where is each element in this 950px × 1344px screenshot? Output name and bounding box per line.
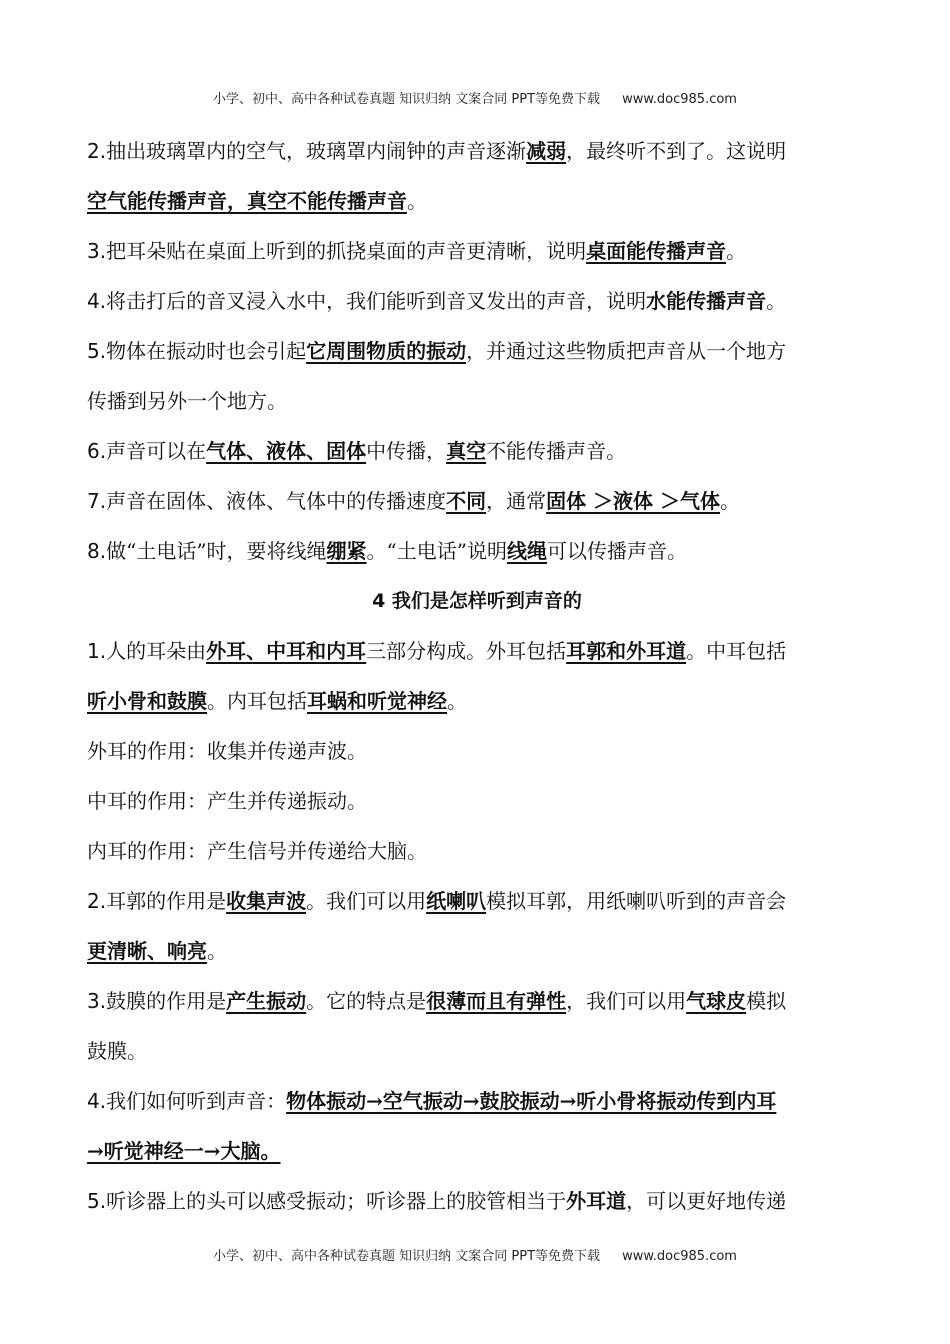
key-term: 外耳、中耳和内耳 bbox=[206, 639, 367, 663]
footer-text: 小学、初中、高中各种试卷真题 知识归纳 文案合同 PPT等免费下载 bbox=[213, 1249, 601, 1264]
text-line: 7.声音在固体、液体、气体中的传播速度不同，通常固体 ＞液体 ＞气体。 bbox=[87, 489, 741, 513]
text-line: 4.将击打后的音叉浸入水中，我们能听到音叉发出的声音，说明水能传播声音。 bbox=[87, 289, 787, 313]
text-line: 6.声音可以在气体、液体、固体中传播，真空不能传播声音。 bbox=[87, 439, 627, 463]
key-term: 物体振动→空气振动→鼓胶振动→听小骨将振动传到内耳 bbox=[286, 1089, 777, 1113]
section-heading: 4 我们是怎样听到声音的 bbox=[372, 590, 582, 612]
key-term: 它周围物质的振动 bbox=[306, 339, 467, 363]
text-line: 2.耳郭的作用是收集声波。我们可以用纸喇叭模拟耳郭，用纸喇叭听到的声音会 bbox=[87, 889, 787, 913]
key-term: 产生振动 bbox=[226, 989, 307, 1013]
text-line: 鼓膜。 bbox=[87, 1039, 147, 1063]
key-term: 线绳 bbox=[507, 539, 547, 563]
key-term: 空气能传播声音，真空不能传播声音 bbox=[87, 189, 407, 213]
key-term: 气体、液体、固体 bbox=[206, 439, 367, 463]
text-line: 5.听诊器上的头可以感受振动；听诊器上的胶管相当于外耳道，可以更好地传递 bbox=[87, 1189, 787, 1213]
text-line: 传播到另外一个地方。 bbox=[87, 389, 287, 413]
document-body bbox=[87, 126, 867, 1226]
key-term: 听小骨和鼓膜 bbox=[87, 689, 207, 713]
text-line: 内耳的作用：产生信号并传递给大脑。 bbox=[87, 839, 427, 863]
text-line: 3.鼓膜的作用是产生振动。它的特点是很薄而且有弹性，我们可以用气球皮模拟 bbox=[87, 989, 787, 1013]
text-line: 2.抽出玻璃罩内的空气，玻璃罩内闹钟的声音逐渐减弱，最终听不到了。这说明 bbox=[87, 139, 787, 163]
text-line: 8.做“土电话”时，要将线绳绷紧。“土电话”说明线绳可以传播声音。 bbox=[87, 539, 687, 563]
text-line: 5.物体在振动时也会引起它周围物质的振动，并通过这些物质把声音从一个地方 bbox=[87, 339, 787, 363]
text-line: 空气能传播声音，真空不能传播声音。 bbox=[87, 189, 427, 213]
key-term: 耳蜗和听觉神经 bbox=[307, 689, 447, 713]
key-term: 气球皮 bbox=[686, 989, 747, 1013]
text-line: 外耳的作用：收集并传递声波。 bbox=[87, 739, 367, 763]
text-line bbox=[87, 1126, 867, 1176]
key-term: 纸喇叭 bbox=[426, 889, 487, 913]
key-term: 收集声波 bbox=[226, 889, 307, 913]
text-line: 中耳的作用：产生并传递振动。 bbox=[87, 789, 367, 813]
key-term: 不同 bbox=[446, 489, 487, 513]
key-term: 水能传播声音 bbox=[646, 289, 767, 313]
footer-url[interactable]: www.doc985.com bbox=[622, 1249, 737, 1264]
key-term: 外耳道 bbox=[566, 1189, 627, 1213]
text-line: 4.我们如何听到声音：物体振动→空气振动→鼓胶振动→听小骨将振动传到内耳 bbox=[87, 1089, 777, 1113]
key-term: 减弱 bbox=[526, 139, 567, 163]
key-term: 真空 bbox=[446, 439, 487, 463]
page-header bbox=[0, 88, 950, 107]
header-url[interactable]: www.doc985.com bbox=[622, 92, 737, 107]
text-line: 听小骨和鼓膜。内耳包括耳蜗和听觉神经。 bbox=[87, 689, 467, 713]
key-term: 绷紧 bbox=[326, 539, 367, 563]
key-term: 更清晰、响亮 bbox=[87, 939, 207, 963]
key-term: 桌面能传播声音 bbox=[586, 239, 727, 263]
page-footer bbox=[0, 1245, 950, 1264]
header-text: 小学、初中、高中各种试卷真题 知识归纳 文案合同 PPT等免费下载 bbox=[213, 92, 601, 107]
key-term: 耳郭和外耳道 bbox=[566, 639, 687, 663]
key-term: 固体 ＞液体 ＞气体 bbox=[546, 489, 721, 513]
key-term: →听觉神经一→大脑。 bbox=[87, 1139, 281, 1163]
text-line: 1.人的耳朵由外耳、中耳和内耳三部分构成。外耳包括耳郭和外耳道。中耳包括 bbox=[87, 639, 787, 663]
text-line: 3.把耳朵贴在桌面上听到的抓挠桌面的声音更清晰，说明桌面能传播声音。 bbox=[87, 239, 747, 263]
key-term: 很薄而且有弹性 bbox=[426, 989, 567, 1013]
text-line: 更清晰、响亮。 bbox=[87, 939, 227, 963]
